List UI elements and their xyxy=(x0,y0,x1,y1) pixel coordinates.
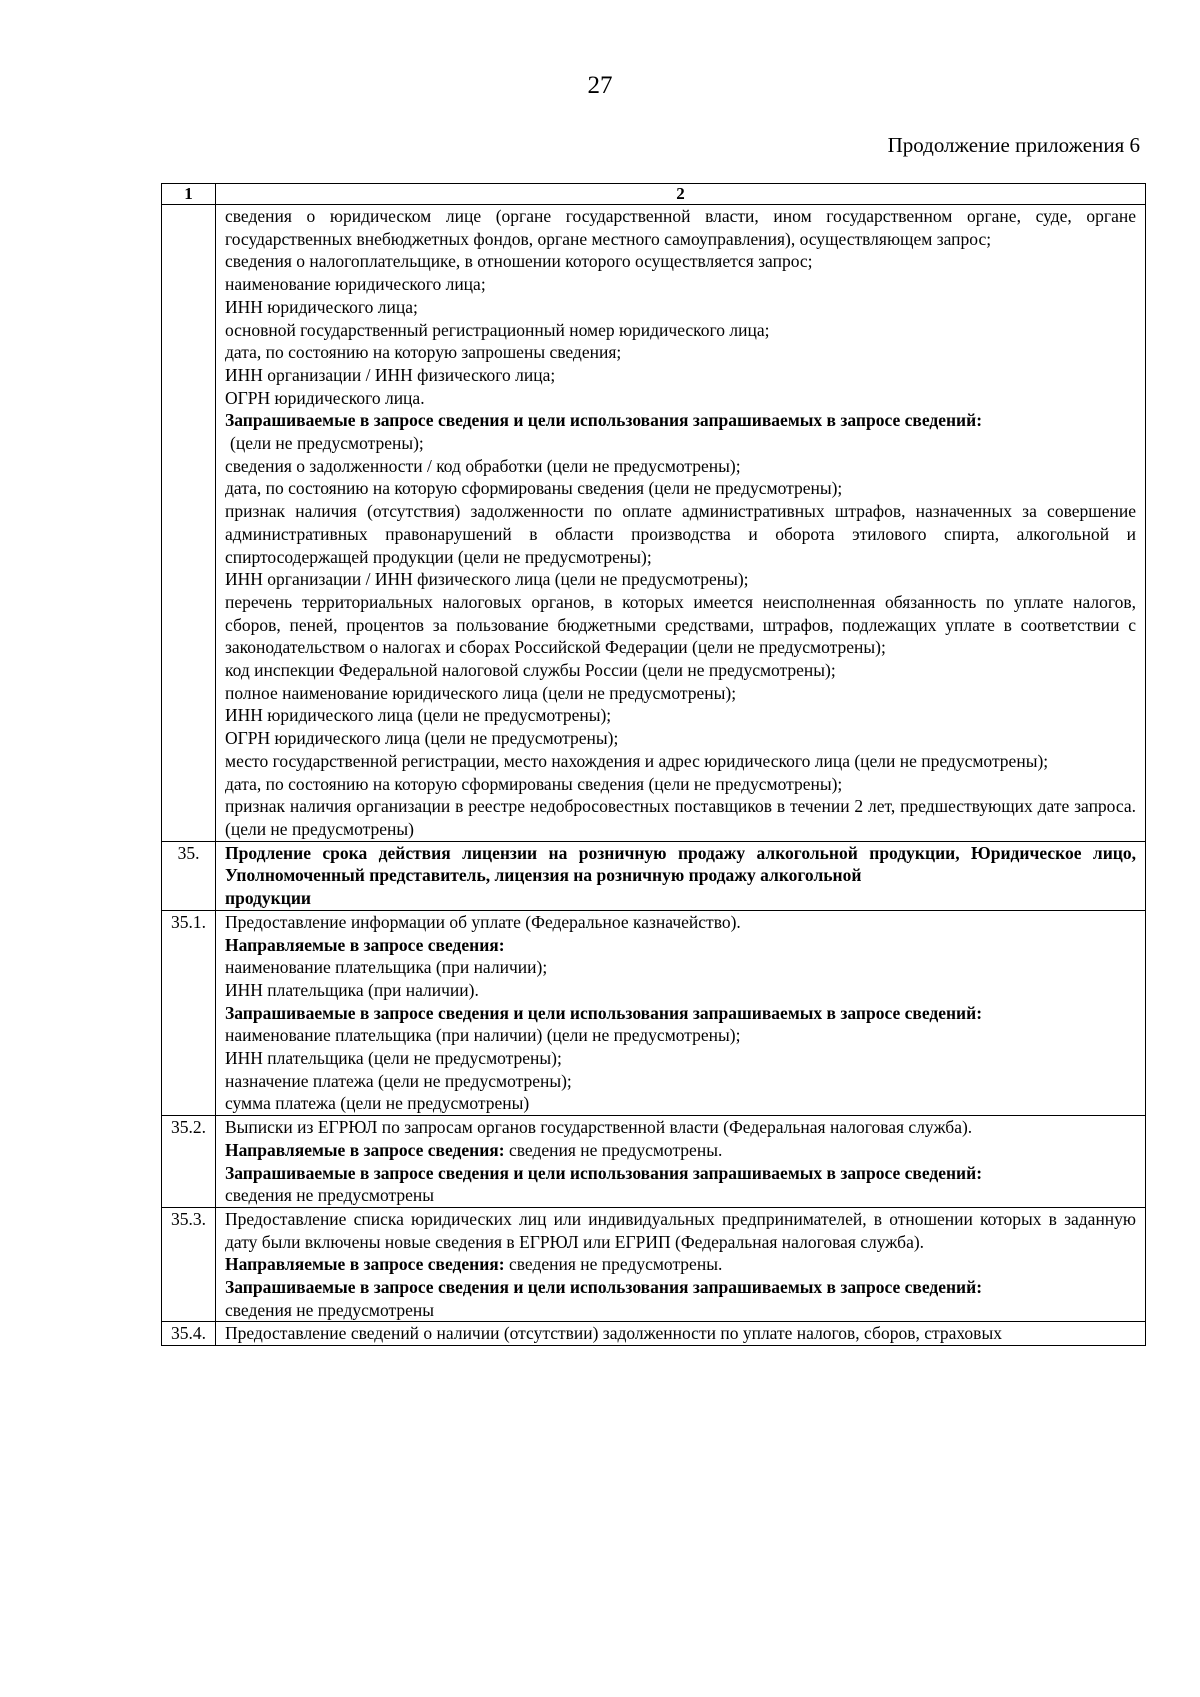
content-line xyxy=(225,1208,1136,1253)
line-text: сумма платежа (цели не предусмотрены) xyxy=(225,1093,530,1114)
content-line xyxy=(225,842,1136,887)
line-text: Предоставление информации об уплате (Федеральное казначейство). xyxy=(225,911,741,932)
row-number-cell: 35.1. xyxy=(162,910,216,1115)
table-row xyxy=(162,1207,1146,1322)
line-text: наименование юридического лица; xyxy=(225,274,486,295)
row-number-cell: 35.3. xyxy=(162,1207,216,1322)
row-number-cell: 35.2. xyxy=(162,1116,216,1208)
table-row xyxy=(162,910,1146,1115)
content-line xyxy=(225,1162,1136,1185)
bold-heading-text: продукции xyxy=(225,888,311,909)
content-line xyxy=(225,750,1136,773)
line-text: ИНН плательщика (цели не предусмотрены); xyxy=(225,1048,562,1069)
content-line xyxy=(225,387,1136,410)
content-line xyxy=(225,500,1136,568)
content-line xyxy=(225,682,1136,705)
line-text: ИНН плательщика (при наличии). xyxy=(225,979,479,1000)
line-text: Выписки из ЕГРЮЛ по запросам органов государственной власти (Федеральная налоговая служба). xyxy=(225,1117,973,1138)
content-line xyxy=(225,273,1136,296)
content-line xyxy=(225,934,1136,957)
content-line xyxy=(225,477,1136,500)
line-text: сведения не предусмотрены xyxy=(225,1299,434,1320)
line-text: ИНН организации / ИНН физического лица (цели не предусмотрены); xyxy=(225,569,749,590)
bold-heading-text: Направляемые в запросе сведения: xyxy=(225,1139,505,1160)
content-line xyxy=(225,956,1136,979)
line-text: признак наличия организации в реестре недобросовестных поставщиков в течении 2 лет, предшествующих дате запроса. (цели не предусмотрены) xyxy=(225,796,1136,839)
bold-heading-text: Запрашиваемые в запросе сведения и цели использования запрашиваемых в запросе сведений: xyxy=(225,1277,983,1298)
line-text: место государственной регистрации, место нахождения и адрес юридического лица (цели не предусмотрены); xyxy=(225,750,1049,771)
content-line xyxy=(225,704,1136,727)
bold-heading-text: Направляемые в запросе сведения: xyxy=(225,934,505,955)
content-line xyxy=(225,1139,1136,1162)
table-row xyxy=(162,1322,1146,1346)
content-line xyxy=(225,1024,1136,1047)
table-row xyxy=(162,841,1146,910)
bold-heading-text: Запрашиваемые в запросе сведения и цели использования запрашиваемых в запросе сведений: xyxy=(225,1162,983,1183)
line-text-continuation: сведения не предусмотрены. xyxy=(504,1139,723,1160)
row-number-cell: 35.4. xyxy=(162,1322,216,1346)
content-line xyxy=(225,432,1136,455)
appendix-note: Продолжение приложения 6 xyxy=(887,133,1140,157)
line-text: полное наименование юридического лица (цели не предусмотрены); xyxy=(225,682,737,703)
bold-heading-text: Продление срока действия лицензии на розничную продажу алкогольной продукции, Юридическое лицо, Уполномоченный представитель, лицензия на розничную продажу алкогольной xyxy=(225,842,1136,886)
bold-heading-text: Направляемые в запросе сведения: xyxy=(225,1254,505,1275)
content-line xyxy=(225,1047,1136,1070)
line-text: (цели не предусмотрены); xyxy=(230,433,424,454)
content-line xyxy=(225,591,1136,659)
regulation-table xyxy=(161,183,1146,1346)
line-text: ИНН организации / ИНН физического лица; xyxy=(225,364,556,385)
line-text-continuation: сведения не предусмотрены. xyxy=(504,1254,723,1275)
content-line xyxy=(225,409,1136,432)
content-line xyxy=(225,1299,1136,1322)
bold-heading-text: Запрашиваемые в запросе сведения и цели использования запрашиваемых в запросе сведений: xyxy=(225,410,983,431)
row-content-cell xyxy=(216,1322,1146,1346)
row-content-cell xyxy=(216,1116,1146,1208)
line-text: ИНН юридического лица; xyxy=(225,296,418,317)
column-header-number: 1 xyxy=(162,184,216,205)
line-text: Предоставление списка юридических лиц или индивидуальных предпринимателей, в отношении которых в заданную дату были включены новые сведения в ЕГРЮЛ или ЕГРИП (Федеральная налоговая служба). xyxy=(225,1208,1136,1252)
content-line xyxy=(225,773,1136,796)
content-line xyxy=(225,455,1136,478)
line-text: ОГРН юридического лица (цели не предусмотрены); xyxy=(225,728,619,749)
content-line xyxy=(225,1092,1136,1115)
column-header-content: 2 xyxy=(216,184,1146,205)
content-line xyxy=(225,1253,1136,1276)
content-line xyxy=(225,727,1136,750)
content-line xyxy=(225,250,1136,273)
page-number: 27 xyxy=(587,72,613,99)
content-line xyxy=(225,1070,1136,1093)
line-text: код инспекции Федеральной налоговой службы России (цели не предусмотрены); xyxy=(225,660,836,681)
row-number-cell xyxy=(162,205,216,842)
row-content-cell xyxy=(216,205,1146,842)
content-line xyxy=(225,205,1136,250)
line-text: дата, по состоянию на которую запрошены сведения; xyxy=(225,342,622,363)
line-text: ОГРН юридического лица. xyxy=(225,387,425,408)
content-line xyxy=(225,887,1136,910)
content-line xyxy=(225,319,1136,342)
line-text: сведения о задолженности / код обработки (цели не предусмотрены); xyxy=(225,455,741,476)
content-line xyxy=(225,296,1136,319)
line-text: сведения не предусмотрены xyxy=(225,1185,434,1206)
line-text: основной государственный регистрационный номер юридического лица; xyxy=(225,319,770,340)
content-line xyxy=(225,1116,1136,1139)
line-text: Предоставление сведений о наличии (отсутствии) задолженности по уплате налогов, сборов, страховых xyxy=(225,1323,1002,1344)
content-line xyxy=(225,1276,1136,1299)
line-text: признак наличия (отсутствия) задолженности по оплате административных штрафов, назначенных за совершение административных правонарушений в области производства и оборота этилового спирта, алкогольной и спиртосодержащей продукции (цели не предусмотрены); xyxy=(225,501,1136,567)
line-text: наименование плательщика (при наличии); xyxy=(225,957,548,978)
table-header-row xyxy=(162,184,1146,205)
row-content-cell xyxy=(216,841,1146,910)
content-line xyxy=(225,1322,1136,1345)
line-text: наименование плательщика (при наличии) (цели не предусмотрены); xyxy=(225,1025,741,1046)
content-line xyxy=(225,568,1136,591)
line-text: сведения о налогоплательщике, в отношении которого осуществляется запрос; xyxy=(225,251,813,272)
content-line xyxy=(225,341,1136,364)
line-text: назначение платежа (цели не предусмотрены); xyxy=(225,1070,572,1091)
row-number-cell: 35. xyxy=(162,841,216,910)
line-text: сведения о юридическом лице (органе государственной власти, ином государственном органе, суде, органе государственных внебюджетных фондов, органе местного самоуправления), осуществляющем запрос; xyxy=(225,206,1136,249)
content-line xyxy=(225,979,1136,1002)
row-content-cell xyxy=(216,910,1146,1115)
content-line xyxy=(225,1002,1136,1025)
line-text: дата, по состоянию на которую сформированы сведения (цели не предусмотрены); xyxy=(225,478,843,499)
content-line xyxy=(225,795,1136,840)
line-text: дата, по состоянию на которую сформированы сведения (цели не предусмотрены); xyxy=(225,773,843,794)
table-body xyxy=(162,205,1146,1346)
content-line xyxy=(225,911,1136,934)
line-text: перечень территориальных налоговых органов, в которых имеется неисполненная обязанность по уплате налогов, сборов, пеней, процентов за пользование бюджетными средствами, штрафов, подлежащих уплате в соответствии с законодательством о налогах и сборах Российской Федерации (цели не предусмотрены); xyxy=(225,591,1136,658)
content-line xyxy=(225,1184,1136,1207)
table-row xyxy=(162,1116,1146,1208)
table-row xyxy=(162,205,1146,842)
row-content-cell xyxy=(216,1207,1146,1322)
bold-heading-text: Запрашиваемые в запросе сведения и цели использования запрашиваемых в запросе сведений: xyxy=(225,1002,983,1023)
content-line xyxy=(225,659,1136,682)
content-line xyxy=(225,364,1136,387)
line-text: ИНН юридического лица (цели не предусмотрены); xyxy=(225,705,612,726)
